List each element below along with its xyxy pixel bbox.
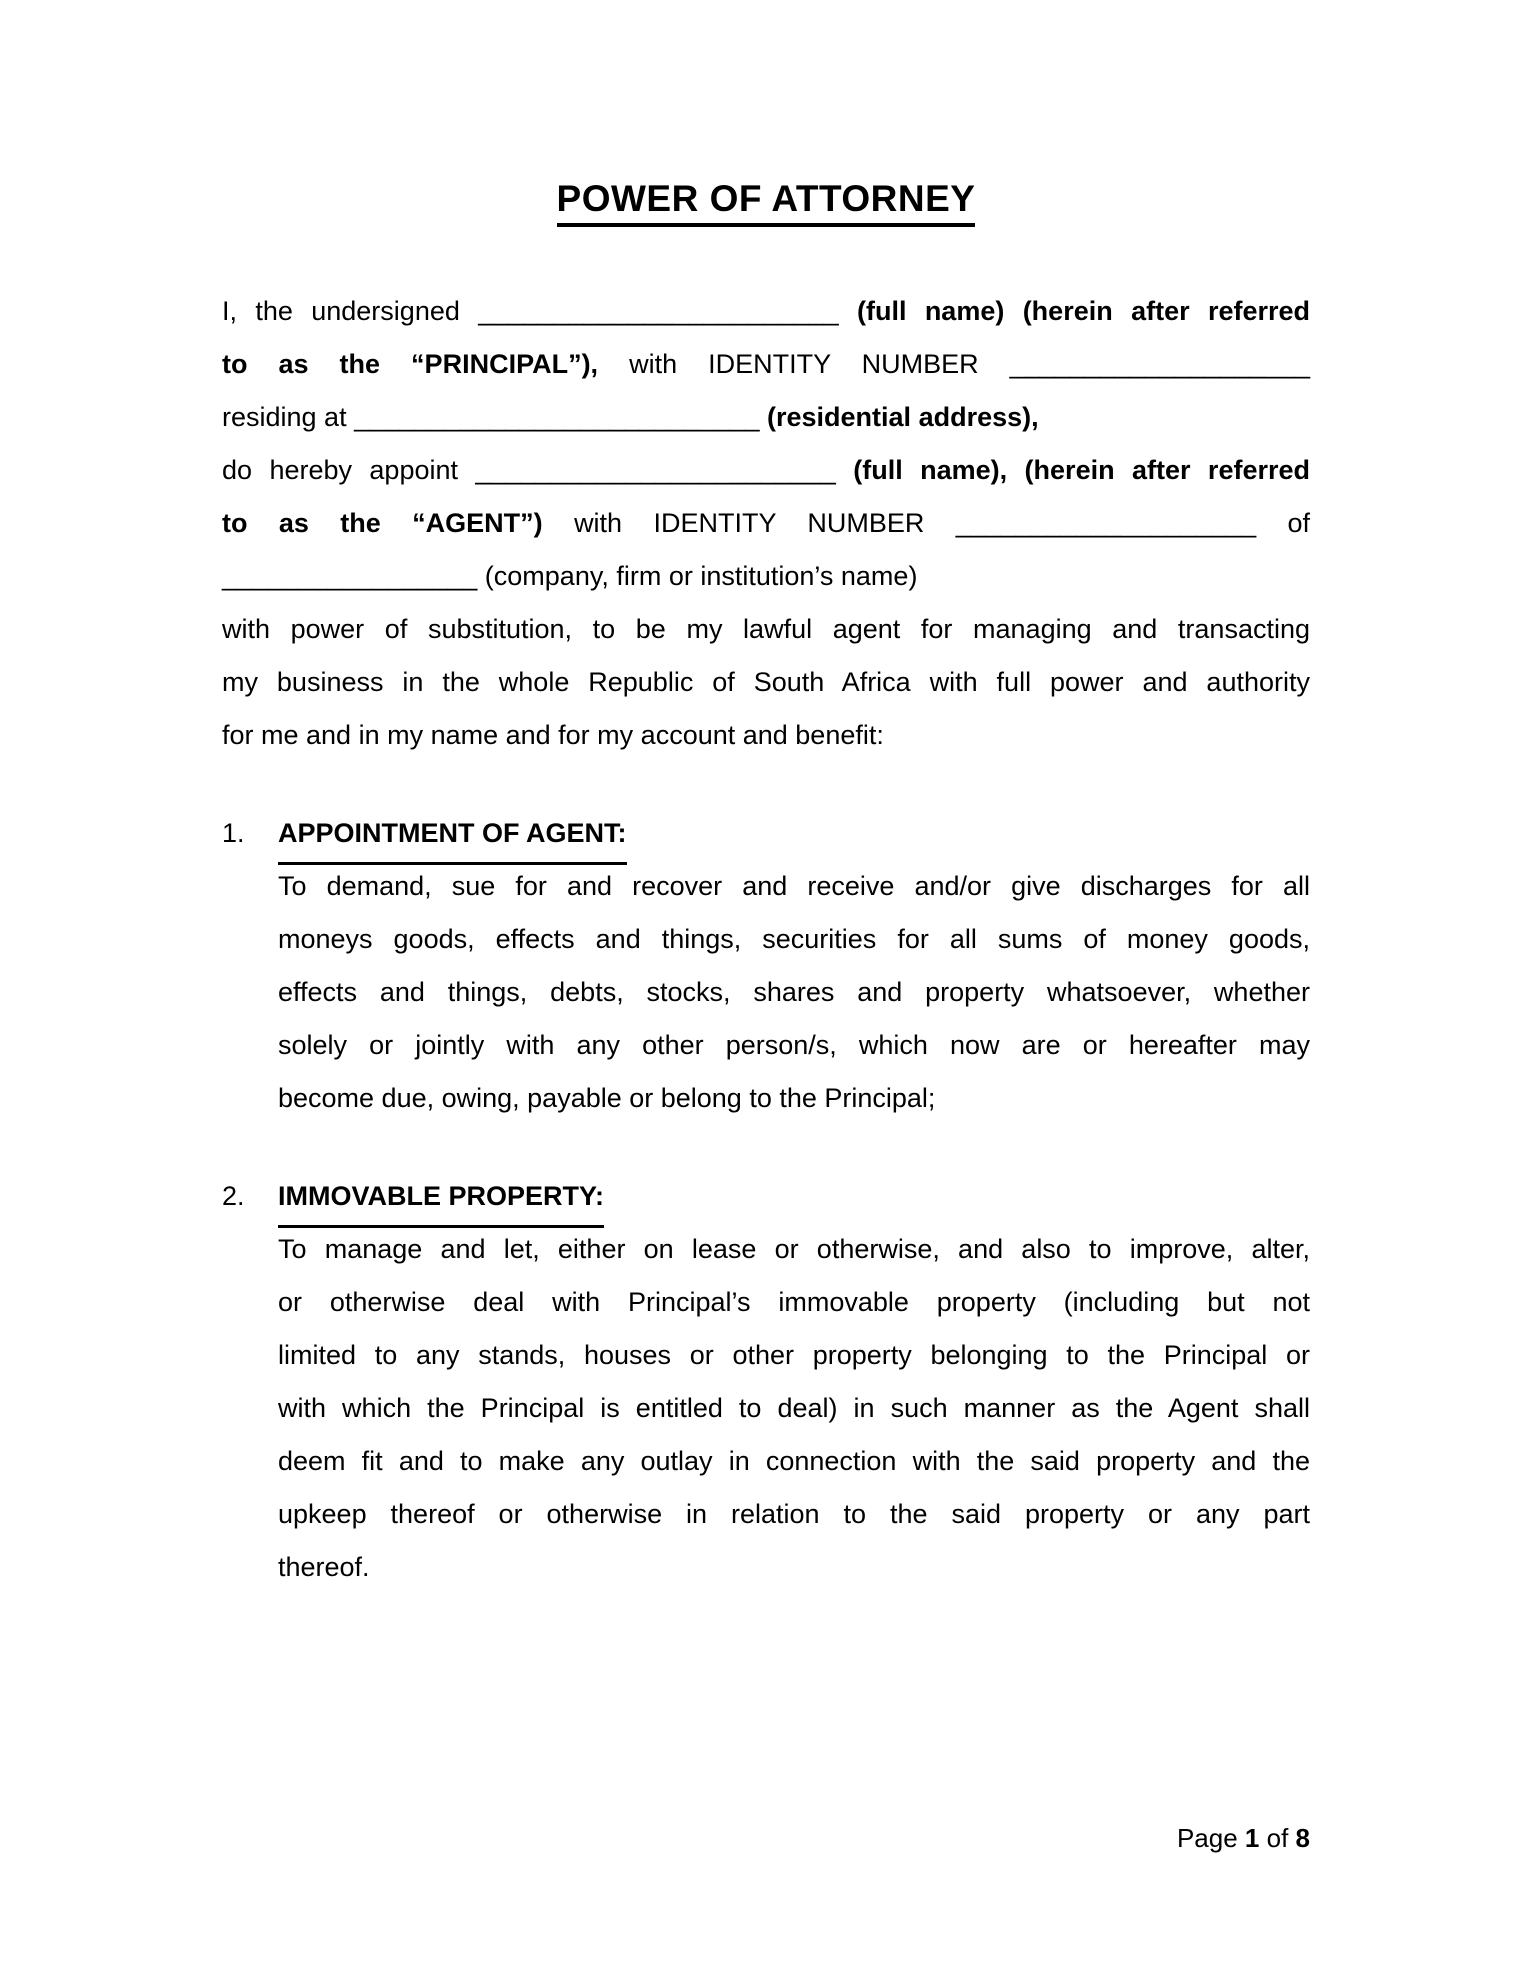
body-line: with which the Principal is entitled to deal) in such manner as the Agent shall bbox=[278, 1393, 1310, 1423]
document-content bbox=[222, 0, 1310, 1594]
blank-field-agent-name: ________________________ bbox=[475, 455, 836, 485]
intro-text-bold: (residential address), bbox=[759, 402, 1039, 432]
body-line: or otherwise deal with Principal’s immovable property (including but not bbox=[278, 1287, 1310, 1317]
page-footer bbox=[1177, 1822, 1310, 1854]
section-heading-row bbox=[222, 1170, 1310, 1223]
section-appointment-of-agent bbox=[222, 807, 1310, 1125]
intro-line-9: for me and in my name and for my account and benefit: bbox=[222, 720, 884, 750]
intro-text: do hereby appoint bbox=[222, 455, 476, 485]
intro-text-bold: (full name), (herein after referred bbox=[835, 455, 1310, 485]
footer-page-label: Page bbox=[1176, 1823, 1238, 1853]
footer-total-pages: 8 bbox=[1295, 1823, 1310, 1853]
intro-line-7: with power of substitution, to be my lawful agent for managing and transacting bbox=[222, 614, 1310, 644]
intro-text: with IDENTITY NUMBER bbox=[574, 508, 956, 538]
section-number: 1. bbox=[222, 818, 245, 848]
intro-line-4 bbox=[222, 444, 1310, 497]
section-heading: IMMOVABLE PROPERTY: bbox=[278, 1170, 604, 1228]
intro-text-bold: to as the “PRINCIPAL”), bbox=[222, 349, 630, 379]
section-number: 2. bbox=[222, 1181, 245, 1211]
intro-line-2 bbox=[222, 338, 1310, 391]
title-row bbox=[222, 178, 1310, 227]
intro-text: (company, firm or institution’s name) bbox=[477, 561, 918, 591]
body-line: thereof. bbox=[278, 1552, 370, 1582]
blank-field-principal-name: ________________________ bbox=[478, 296, 839, 326]
body-line: limited to any stands, houses or other property belonging to the Principal or bbox=[278, 1340, 1310, 1370]
body-line: moneys goods, effects and things, securities for all sums of money goods, bbox=[278, 924, 1310, 954]
blank-field-principal-identity-number: ____________________ bbox=[1009, 349, 1310, 379]
footer-of-label: of bbox=[1266, 1823, 1289, 1853]
intro-line-5 bbox=[222, 497, 1310, 550]
blank-field-agent-identity-number: ____________________ bbox=[955, 508, 1257, 538]
blank-field-company-name: _________________ bbox=[222, 561, 478, 591]
intro-text-bold: to as the “AGENT”) bbox=[222, 508, 575, 538]
intro-line-6 bbox=[222, 550, 1310, 603]
intro-line-1 bbox=[222, 285, 1310, 338]
blank-field-residential-address: ___________________________ bbox=[354, 402, 760, 432]
intro-line-8: my business in the whole Republic of South Africa with full power and authority bbox=[222, 667, 1310, 697]
intro-line-3 bbox=[222, 391, 1310, 444]
section-heading: APPOINTMENT OF AGENT: bbox=[278, 807, 627, 865]
intro-text: I, the undersigned bbox=[222, 296, 479, 326]
section-body bbox=[222, 860, 1310, 1125]
document-title: POWER OF ATTORNEY bbox=[557, 178, 976, 227]
body-line: effects and things, debts, stocks, shares and property whatsoever, whether bbox=[278, 977, 1310, 1007]
footer-page-number: 1 bbox=[1244, 1823, 1260, 1853]
intro-text: residing at bbox=[222, 402, 355, 432]
intro-text: with IDENTITY NUMBER bbox=[629, 349, 1010, 379]
section-immovable-property bbox=[222, 1170, 1310, 1594]
body-line: To demand, sue for and recover and receive and/or give discharges for all bbox=[278, 871, 1310, 901]
body-line: To manage and let, either on lease or otherwise, and also to improve, alter, bbox=[278, 1234, 1310, 1264]
intro-paragraph bbox=[222, 285, 1310, 762]
body-line: become due, owing, payable or belong to the Principal; bbox=[278, 1083, 936, 1113]
intro-text-bold: (full name) (herein after referred bbox=[838, 296, 1310, 326]
intro-text: of bbox=[1256, 508, 1310, 538]
section-body bbox=[222, 1223, 1310, 1594]
body-line: deem fit and to make any outlay in connection with the said property and the bbox=[278, 1446, 1310, 1476]
section-heading-row bbox=[222, 807, 1310, 860]
body-line: upkeep thereof or otherwise in relation to the said property or any part bbox=[278, 1499, 1310, 1529]
body-line: solely or jointly with any other person/s, which now are or hereafter may bbox=[278, 1030, 1310, 1060]
